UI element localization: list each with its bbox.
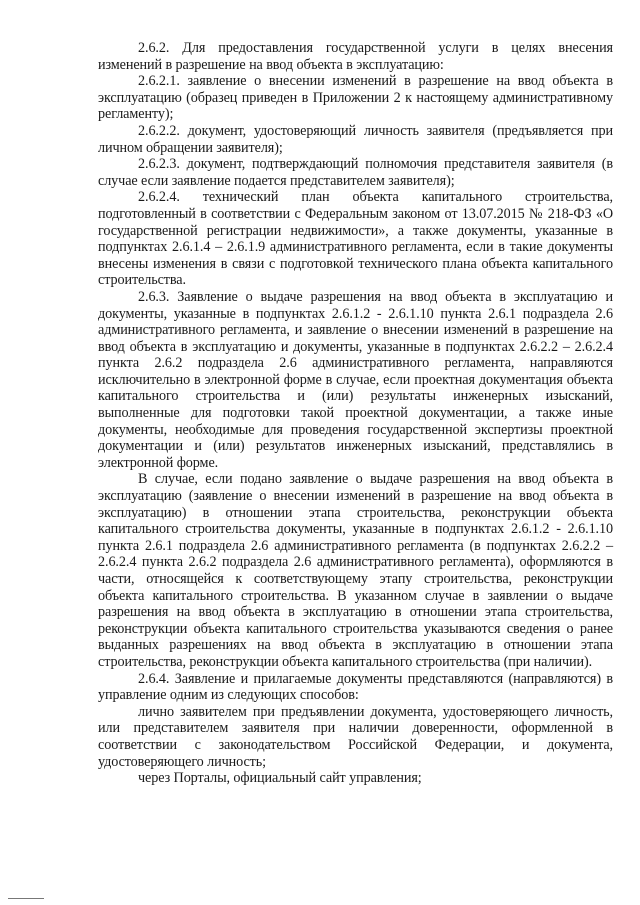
paragraph-2-6-2-2: 2.6.2.2. документ, удостоверяющий личность заявителя (предъявляется при личном обращении заявителя); <box>98 122 613 156</box>
paragraph-stage-case: В случае, если подано заявление о выдаче разрешения на ввод объекта в эксплуатацию (заявление о внесении изменений в разрешение на ввод объекта в эксплуатацию) в отношении этапа строительства, реконструкции объекта капитального строительства документы, указанные в подпунктах 2.6.1.2 - 2.6.1.10 пункта 2.6.1 подраздела 2.6 административного регламента (в подпунктах 2.6.2.2 – 2.6.2.4 пункта 2.6.2 подраздела 2.6 административного регламента), оформляются в части, относящейся к соответствующему этапу строительства, реконструкции объекта капитального строительства. В указанном случае в заявлении о выдаче разрешения на ввод объекта в эксплуатацию в отношении этапа строительства, реконструкции объекта капитального строительства указываются сведения о ранее выданных разрешениях на ввод объекта в эксплуатацию в отношении этапа строительства, реконструкции объекта капитального строительства (при наличии). <box>98 471 613 670</box>
paragraph-2-6-2-3: 2.6.2.3. документ, подтверждающий полномочия представителя заявителя (в случае если заявление подается представителем заявителя); <box>98 156 613 189</box>
scan-edge-mark <box>8 898 44 899</box>
paragraph-2-6-2-1: 2.6.2.1. заявление о внесении изменений в разрешение на ввод объекта в эксплуатацию (образец приведен в Приложении 2 к настоящему административному регламенту); <box>98 73 613 123</box>
paragraph-2-6-4: 2.6.4. Заявление и прилагаемые документы представляются (направляются) в управление одним из следующих способов: <box>98 670 613 704</box>
paragraph-2-6-2-4: 2.6.2.4. технический план объекта капитального строительства, подготовленный в соответствии с Федеральным законом от 13.07.2015 № 218-ФЗ «О государственной регистрации недвижимости», а также документы, указанные в подпунктах 2.6.1.4 – 2.6.1.9 административного регламента, если в такие документы внесены изменения в связи с подготовкой технического плана объекта капитального строительства. <box>98 189 613 289</box>
paragraph-2-6-2: 2.6.2. Для предоставления государственной услуги в целях внесения изменений в разрешение на ввод объекта в эксплуатацию: <box>98 40 613 73</box>
paragraph-in-person: лично заявителем при предъявлении документа, удостоверяющего личность, или представителем заявителя при наличии доверенности, оформленной в соответствии с законодательством Российской Федерации, и документа, удостоверяющего личность; <box>98 703 613 770</box>
paragraph-portals: через Порталы, официальный сайт управления; <box>138 770 422 787</box>
document-page <box>98 40 613 787</box>
paragraph-2-6-3: 2.6.3. Заявление о выдаче разрешения на ввод объекта в эксплуатацию и документы, указанные в подпунктах 2.6.1.2 - 2.6.1.10 пункта 2.6.1 подраздела 2.6 административного регламента, и заявление о внесении изменений в разрешение на ввод объекта в эксплуатацию и документы, указанные в подпунктах 2.6.2.2 – 2.6.2.4 пункта 2.6.2 подраздела 2.6 административного регламента, направляются исключительно в электронной форме в случае, если проектная документация объекта капитального строительства и (или) результаты инженерных изысканий, выполненные для подготовки такой проектной документации, а также иные документы, необходимые для проведения государственной экспертизы проектной документации и (или) результатов инженерных изысканий, представлялись в электронной форме. <box>98 288 613 471</box>
